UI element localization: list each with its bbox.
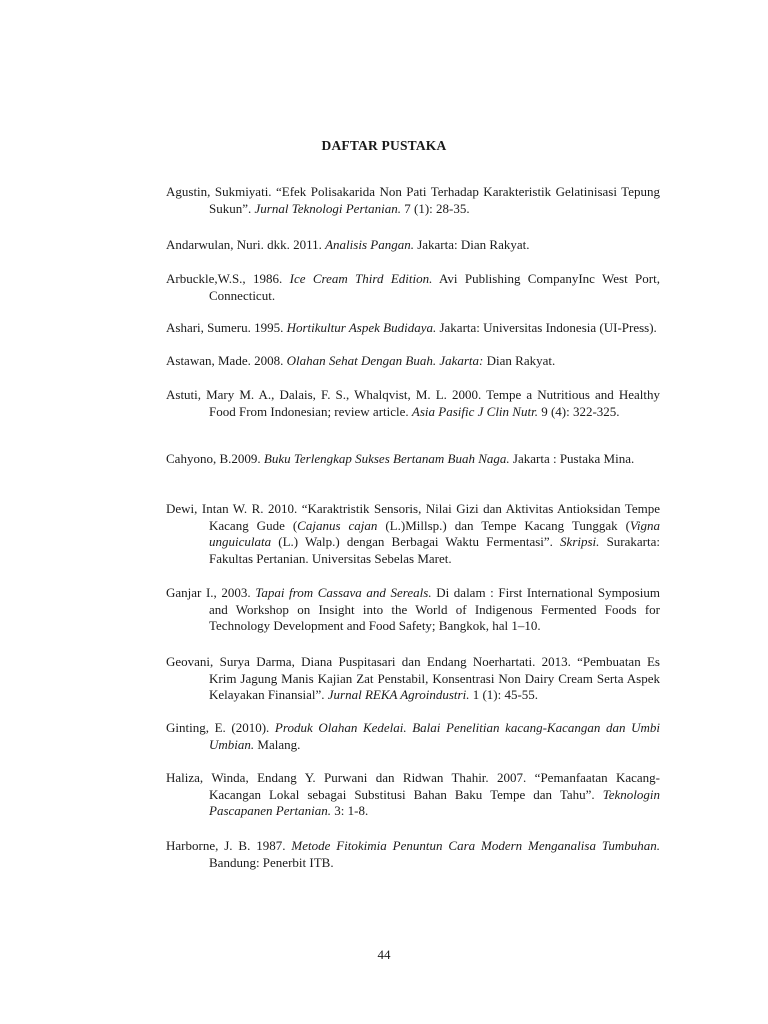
page-title: DAFTAR PUSTAKA bbox=[321, 138, 447, 153]
reference-text: Bandung: Penerbit ITB. bbox=[209, 854, 334, 870]
reference-italic-text: Tapai from Cassava and Sereals. bbox=[255, 585, 432, 600]
reference-entry bbox=[166, 838, 660, 871]
reference-italic-text: Jurnal REKA Agroindustri. bbox=[327, 687, 470, 703]
reference-entry bbox=[166, 320, 660, 337]
reference-text: Harborne, J. B. 1987. bbox=[166, 838, 292, 853]
reference-text: Ashari, Sumeru. 1995. bbox=[166, 320, 287, 335]
reference-italic-text: Jurnal Teknologi Pertanian. bbox=[254, 200, 401, 216]
reference-italic-text: Cajanus cajan bbox=[297, 517, 378, 533]
reference-text: Avi Publishing CompanyInc West Port, Connecticut. bbox=[209, 271, 660, 303]
reference-text: Ganjar I., 2003. bbox=[166, 585, 256, 600]
reference-text: Jakarta : Pustaka Mina. bbox=[509, 451, 635, 466]
reference-text: Astawan, Made. 2008. bbox=[166, 353, 287, 368]
reference-entry bbox=[166, 585, 660, 635]
reference-text: 7 (1): 28-35. bbox=[401, 200, 470, 216]
reference-entry bbox=[166, 353, 660, 370]
reference-entry bbox=[166, 720, 660, 753]
reference-text: Dewi, Intan W. R. 2010. “Karaktristik Sensoris, Nilai Gizi dan Aktivitas Antioksidan Tempe Kacang Gude ( bbox=[166, 501, 660, 533]
reference-text: 3: 1-8. bbox=[331, 803, 369, 819]
reference-italic-text: Teknologin Pascapanen Pertanian. bbox=[209, 786, 660, 819]
reference-italic-text: Buku Terlengkap Sukses Bertanam Buah Naga. bbox=[263, 451, 510, 466]
reference-text: Haliza, Winda, Endang Y. Purwani dan Ridwan Thahir. 2007. “Pemanfaatan Kacang-Kacangan Lokal sebagai Substitusi Bahan Baku Tempe dan Tahu”. bbox=[166, 770, 660, 802]
reference-italic-text: Ice Cream Third Edition. bbox=[289, 271, 433, 286]
reference-text: Agustin, Sukmiyati. “Efek Polisakarida Non Pati Terhadap Karakteristik Gelatinisasi Tepung Sukun”. bbox=[166, 184, 660, 216]
reference-text: 9 (4): 322-325. bbox=[537, 403, 620, 419]
reference-entry bbox=[166, 271, 660, 304]
reference-entry bbox=[166, 184, 660, 217]
reference-text: Cahyono, B.2009. bbox=[166, 451, 264, 466]
reference-italic-text: Produk Olahan Kedelai. Balai Penelitian kacang-Kacangan dan Umbi Umbian. bbox=[209, 720, 660, 752]
reference-italic-text: Olahan Sehat Dengan Buah. Jakarta: bbox=[286, 353, 484, 368]
reference-text: Jakarta: Universitas Indonesia (UI-Press). bbox=[436, 320, 657, 335]
reference-entry bbox=[166, 501, 660, 567]
reference-text: Astuti, Mary M. A., Dalais, F. S., Whalqvist, M. L. 2000. Tempe a Nutritious and Healthy Food From Indonesian; review article. bbox=[166, 387, 660, 419]
reference-italic-text: Hortikultur Aspek Budidaya. bbox=[286, 320, 437, 335]
reference-text: Andarwulan, Nuri. dkk. 2011. bbox=[166, 237, 326, 252]
reference-text: Surakarta: Fakultas Pertanian. Universitas Sebelas Maret. bbox=[209, 534, 660, 566]
reference-text: (L.) Walp.) dengan Berbagai Waktu Fermentasi”. bbox=[271, 534, 561, 550]
reference-text: Malang. bbox=[254, 736, 301, 752]
reference-entry bbox=[166, 237, 660, 254]
reference-entry bbox=[166, 654, 660, 704]
reference-text: Geovani, Surya Darma, Diana Puspitasari dan Endang Noerhartati. 2013. “Pembuatan Es Krim Jagung Manis Kajian Zat Penstabil, Konsentrasi Non Dairy Cream Serta Aspek Kelayakan Finansial”. bbox=[166, 654, 660, 703]
reference-text: Di dalam : First International Symposium and Workshop on Insight into the World of Indigenous Fermented Foods for Technology Development and Food Safety; Bangkok, hal 1–10. bbox=[209, 585, 661, 634]
reference-text: Ginting, E. (2010). bbox=[166, 720, 275, 735]
reference-entry bbox=[166, 387, 660, 420]
reference-text: Dian Rakyat. bbox=[483, 353, 556, 368]
reference-text: (L.)Millsp.) dan Tempe Kacang Tunggak ( bbox=[377, 517, 630, 533]
page-number: 44 bbox=[377, 947, 391, 962]
reference-text: Arbuckle,W.S., 1986. bbox=[166, 271, 290, 286]
reference-italic-text: Skripsi. bbox=[560, 534, 600, 550]
reference-text: 1 (1): 45-55. bbox=[469, 687, 539, 703]
reference-italic-text: Asia Pasific J Clin Nutr. bbox=[411, 403, 538, 419]
reference-text: Jakarta: Dian Rakyat. bbox=[413, 237, 530, 252]
reference-italic-text: Vigna unguiculata bbox=[209, 517, 661, 550]
reference-italic-text: Metode Fitokimia Penuntun Cara Modern Menganalisa Tumbuhan. bbox=[291, 838, 660, 853]
reference-entry bbox=[166, 770, 660, 820]
reference-italic-text: Analisis Pangan. bbox=[325, 237, 414, 252]
reference-entry bbox=[166, 451, 660, 468]
